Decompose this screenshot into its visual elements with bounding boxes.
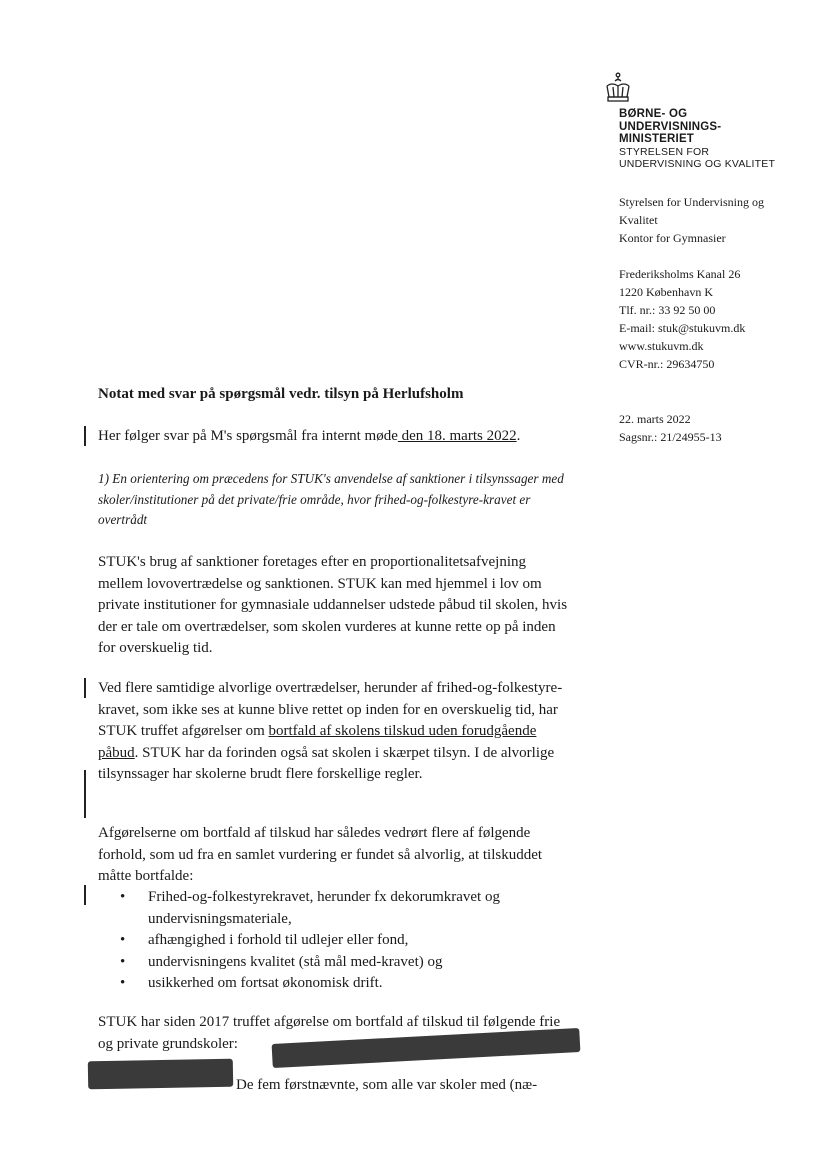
sender-org-line: Styrelsen for Undervisning og [619,195,764,209]
list-item: • afhængighed i forhold til udlejer eller fond, [98,930,570,952]
ministry-name-line: UNDERVISNINGS- [619,120,722,133]
sender-org [619,193,819,247]
paragraph-severe-violations [98,678,570,786]
change-bar [84,885,86,905]
document-date: 22. marts 2022 [619,412,691,426]
list-item: • Frihed-og-folkestyrekravet, herunder fx dekorumkravet og undervisningsmateriale, [98,887,570,930]
sender-contact [619,265,819,373]
sender-org-line: Kvalitet [619,213,658,227]
document-meta [619,410,819,446]
paragraph-decisions: Afgørelserne om bortfald af tilskud har således vedrørt flere af følgende forhold, som ud fra en samlet vurdering er fundet så alvorlig, at tilskuddet måtte bortfalde: [98,825,543,884]
sender-email: E-mail: stuk@stukuvm.dk [619,321,746,335]
change-bar [84,678,86,698]
change-bar [84,426,86,446]
sender-website: www.stukuvm.dk [619,339,704,353]
redaction-mark [88,1059,233,1090]
intro-text: Her følger svar på M's spørgsmål fra internt møde [98,428,398,444]
case-number: Sagsnr.: 21/24955-13 [619,430,722,444]
list-item: • usikkerhed om fortsat økonomisk drift. [98,973,570,995]
para-2-underlined: bortfald af skolens tilskud uden forudgående påbud [98,723,537,761]
intro-paragraph [98,426,570,448]
ministry-name-line: BØRNE- OG [619,108,688,120]
para-2-text-end: . STUK har da forinden også sat skolen i skærpet tilsyn. I de alvorlige tilsynssager har skolerne brudt flere forskellige regler. [98,744,555,782]
sender-office: Kontor for Gymnasier [619,231,726,245]
list-item: • undervisningens kvalitet (stå mål med-kravet) og [98,952,570,974]
ministry-name-line: MINISTERIET [619,133,695,145]
document-title: Notat med svar på spørgsmål vedr. tilsyn på Herlufsholm [98,386,464,402]
para-2-text: Ved flere samtidige alvorlige overtrædelser, herunder af frihed-og-folkestyre-kravet, som ikke ses at kunne blive rettet op inden for en overskuelig tid, har STUK truffet afgørelser om [98,680,563,739]
question-heading: 1) En orientering om præcedens for STUK's anvendelse af sanktioner i tilsynssager med skoler/institutioner på det private/frie område, hvor frihed-og-folkestyre-kravet er overtrådt [98,471,564,527]
crown-logo-icon [603,72,633,104]
sender-postcode: 1220 København K [619,285,713,299]
sender-cvr: CVR-nr.: 29634750 [619,357,715,371]
ministry-letterhead [619,108,819,171]
paragraph-proportionality: STUK's brug af sanktioner foretages efter en proportionalitetsafvejning mellem lovovertrædelse og sanktionen. STUK kan med hjemmel i lov om private institutioner for gymnasiale uddannelser udstede påbud til skolen, hvis der er tale om overtrædelser, som skolen vurderes at kunne rette op på inden for overskuelig tid. [98,554,568,656]
paragraph-schools-continued: De fem førstnævnte, som alle var skoler med (næ- [236,1077,538,1093]
paragraph-schools: STUK har siden 2017 truffet afgørelse om bortfald af tilskud til følgende frie og private grundskoler: [98,1014,561,1052]
intro-end: . [516,428,521,444]
sender-phone: Tlf. nr.: 33 92 50 00 [619,303,716,317]
agency-name-line: STYRELSEN FOR [619,145,710,158]
change-bar [84,770,86,818]
intro-date: den 18. marts 2022 [397,428,517,444]
bullet-list [98,887,570,995]
sender-address: Frederiksholms Kanal 26 [619,267,741,281]
agency-name-line: UNDERVISNING OG KVALITET [619,158,776,170]
